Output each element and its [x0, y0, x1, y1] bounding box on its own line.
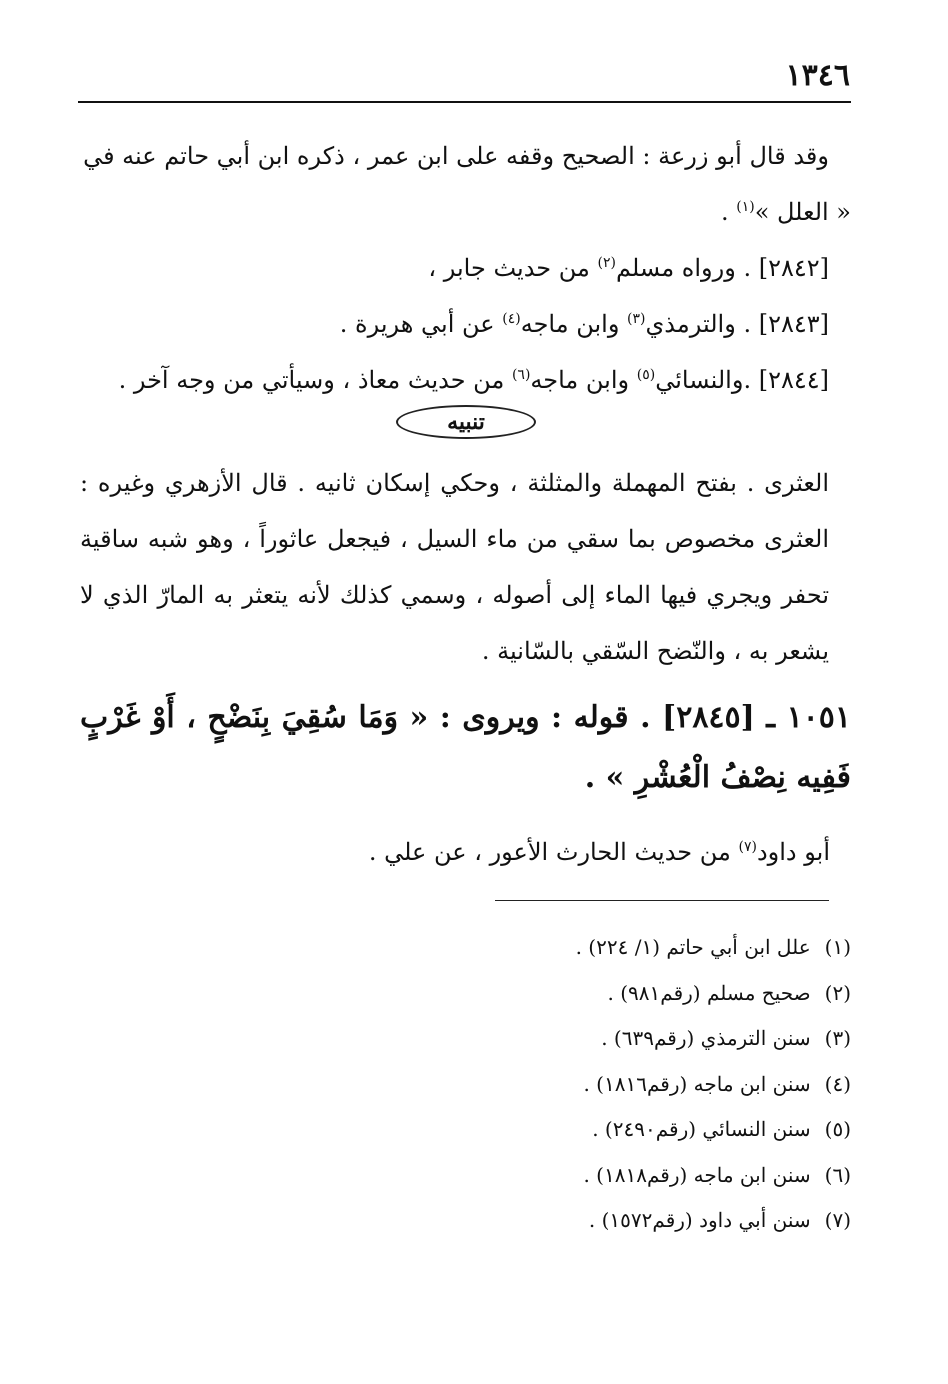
intro-line-2-end: . [720, 198, 737, 226]
footnote-text: سنن ابن ماجه (رقم١٨١٦) . [583, 1071, 811, 1096]
footnote-text: سنن أبي داود (رقم١٥٧٢) . [588, 1208, 811, 1232]
footnote-number: (٣) [824, 1026, 851, 1050]
narration-text: وابن ماجه [520, 310, 628, 338]
section-heading: تنبيه [396, 405, 536, 439]
narration-text: وابن ماجه [530, 366, 637, 394]
footnote-item [80, 925, 851, 971]
footnote-text: سنن النسائي (رقم٢٤٩٠) . [592, 1117, 811, 1141]
footnote-text: صحيح مسلم (رقم٩٨١) . [607, 980, 811, 1005]
narration-text: من حديث جابر ، [428, 254, 598, 282]
footnote-item [80, 1016, 851, 1062]
footnote-ref[interactable]: (٢) [597, 255, 616, 271]
header-rule [78, 101, 851, 103]
narration-text: عن أبي هريرة . [339, 310, 503, 338]
footnote-ref[interactable]: (١) [736, 199, 755, 215]
entry-source-text: من حديث الحارث الأعور ، عن علي . [368, 838, 739, 866]
intro-line-2-text: « العلل » [754, 198, 851, 226]
narration-line [80, 240, 851, 296]
note-block [80, 455, 851, 679]
footnote-item [80, 1062, 851, 1108]
narration-text: [٢٨٤٢] . ورواه مسلم [615, 254, 829, 282]
entry-heading-text: ١٠٥١ ـ [٢٨٤٥] . قوله : ويروى : « وَمَا سُقِيَ بِنَضْحٍ ، أَوْ غَرْبٍ فَفِيه نِصْفُ الْعُشْرِ » . [80, 700, 852, 795]
footnote-item [80, 1198, 851, 1244]
footnote-text: علل ابن أبي حاتم (١/ ٢٢٤) . [575, 935, 811, 959]
footnote-item [80, 1153, 851, 1199]
footnote-ref[interactable]: (٧) [738, 839, 757, 855]
page-number: ١٣٤٦ [785, 58, 850, 93]
footnote-ref[interactable]: (٤) [502, 311, 521, 327]
narration-line [80, 352, 851, 408]
footnote-item [80, 1107, 851, 1153]
footnotes-list [80, 925, 851, 1244]
footnote-number: (٤) [824, 1071, 851, 1096]
narration-text: من حديث معاذ ، وسيأتي من وجه آخر . [118, 366, 512, 394]
footnote-item [80, 971, 851, 1017]
footnote-ref[interactable]: (٦) [511, 367, 531, 383]
intro-block [80, 128, 851, 408]
narration-text: [٢٨٤٤] .والنسائي [655, 366, 829, 394]
footnote-number: (١) [824, 935, 851, 959]
footnote-number: (٢) [824, 980, 851, 1005]
footnote-number: (٦) [824, 1162, 851, 1187]
narration-text: [٢٨٤٣] . والترمذي [645, 310, 829, 338]
narration-line [80, 296, 851, 352]
footnote-ref[interactable]: (٥) [636, 367, 656, 383]
entry-source-text: أبو داود [756, 838, 830, 866]
footnote-separator [495, 900, 829, 901]
footnote-text: سنن ابن ماجه (رقم١٨١٨) . [583, 1162, 811, 1187]
footnote-ref[interactable]: (٣) [627, 311, 646, 327]
footnote-text: سنن الترمذي (رقم٦٣٩) . [601, 1026, 811, 1050]
intro-line-2 [80, 184, 851, 240]
entry-source [80, 832, 830, 872]
intro-line-1: وقد قال أبو زرعة : الصحيح وقفه على ابن عمر ، ذكره ابن أبي حاتم عنه في [83, 142, 829, 170]
footnote-number: (٧) [824, 1208, 851, 1232]
footnote-number: (٥) [824, 1117, 851, 1141]
entry-heading [80, 688, 851, 808]
note-paragraph: العثرى . بفتح المهملة والمثلثة ، وحكي إسكان ثانيه . قال الأزهري وغيره : العثرى مخصوص بما سقي من ماء السيل ، فيجعل عاثوراً ، وهو شبه ساقية تحفر ويجري فيها الماء إلى أصوله ، وسمي كذلك لأنه يتعثر به المارّ الذي لا يشعر به ، والنّضح السّقي بالسّانية . [80, 469, 829, 665]
